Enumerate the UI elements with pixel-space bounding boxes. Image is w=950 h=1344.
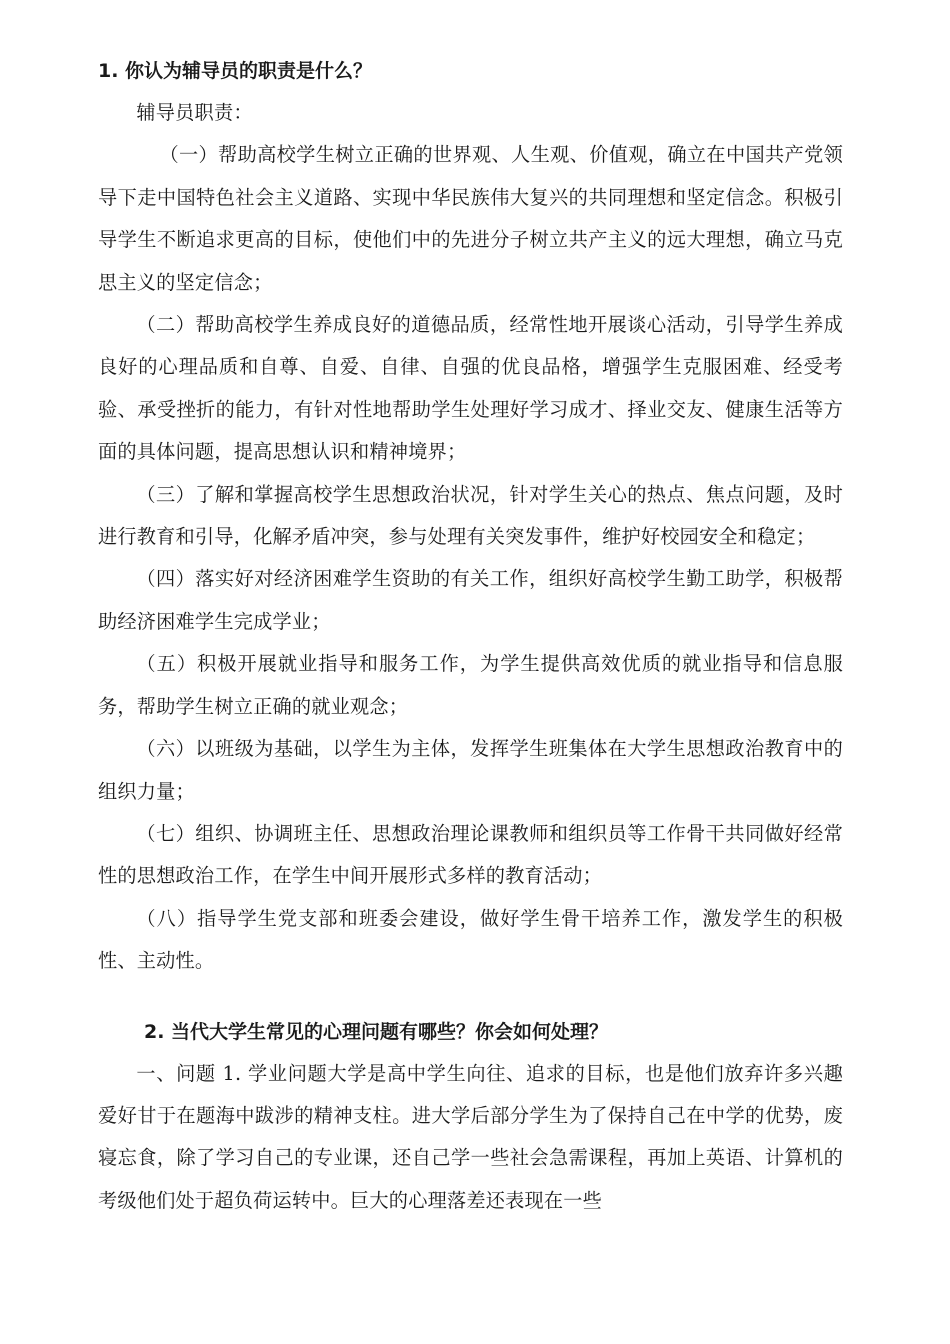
- question-2-heading: 2. 当代大学生常见的心理问题有哪些？你会如何处理？: [144, 1020, 609, 1043]
- duty-item-2: （二）帮助高校学生养成良好的道德品质，经常性地开展谈心活动，引导学生养成良好的心理品质和自尊、自爱、自律、自强的优良品格，增强学生克服困难、经受考验、承受挫折的能力，有针对性地帮助学生处理好学习成才、择业交友、健康生活等方面的具体问题，提高思想认识和精神境界；: [98, 313, 843, 464]
- duty-item-8: （八）指导学生党支部和班委会建设，做好学生骨干培养工作，激发学生的积极性、主动性。: [98, 906, 843, 973]
- duty-item-4: （四）落实好对经济困难学生资助的有关工作，组织好高校学生勤工助学，积极帮助经济困难学生完成学业；: [98, 567, 843, 633]
- duty-item-1: （一）帮助高校学生树立正确的世界观、人生观、价值观，确立在中国共产党领导下走中国特色社会主义道路、实现中华民族伟大复兴的共同理想和坚定信念。积极引导学生不断追求更高的目标，使他们中的先进分子树立共产主义的远大理想，确立马克思主义的坚定信念；: [98, 143, 843, 294]
- question-1-heading: 1. 你认为辅导员的职责是什么？: [98, 60, 373, 82]
- document-page: [98, 40, 843, 1222]
- question-2-paragraph: 一、问题 1. 学业问题大学是高中学生向往、追求的目标，也是他们放弃许多兴趣爱好甘于在题海中跋涉的精神支柱。进大学后部分学生为了保持自己在中学的优势，废寝忘食，除了学习自己的专业课，还自己学一些社会急需课程，再加上英语、计算机的考级他们处于超负荷运转中。巨大的心理落差还表现在一些: [98, 1061, 843, 1212]
- duty-item-3: （三）了解和掌握高校学生思想政治状况，针对学生关心的热点、焦点问题，及时进行教育和引导，化解矛盾冲突，参与处理有关突发事件，维护好校园安全和稳定；: [98, 482, 843, 549]
- duty-item-7: （七）组织、协调班主任、思想政治理论课教师和组织员等工作骨干共同做好经常性的思想政治工作，在学生中间开展形式多样的教育活动；: [98, 821, 843, 888]
- question-1-intro: 辅导员职责：: [136, 101, 253, 124]
- duty-item-5: （五）积极开展就业指导和服务工作，为学生提供高效优质的就业指导和信息服务，帮助学生树立正确的就业观念；: [98, 652, 843, 718]
- duty-item-6: （六）以班级为基础，以学生为主体，发挥学生班集体在大学生思想政治教育中的组织力量；: [98, 737, 843, 803]
